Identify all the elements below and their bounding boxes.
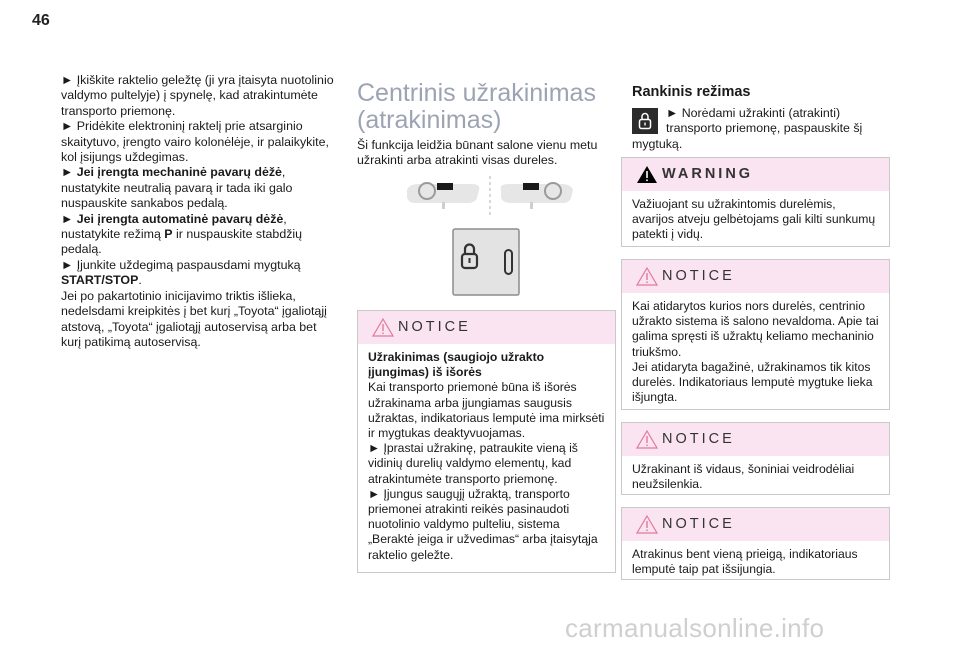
paragraph: Užrakinant iš vidaus, šoniniai veidrodėliai neužsilenkia.: [632, 462, 855, 492]
bold-text: START/STOP: [61, 273, 139, 288]
manual-mode-text: [632, 106, 890, 152]
notice-header: [622, 260, 889, 293]
text: ir nuspauskite stabdžių pedalą.: [61, 227, 303, 257]
notice-header: [622, 423, 889, 456]
paragraph: Važiuojant su užrakintomis durelėmis, avarijos atveju gelbėtojams gali kilti sunkumų patekti į vidų.: [632, 197, 876, 242]
notice-box: [621, 507, 890, 580]
paragraph: ► Įprastai užrakinę, patraukite vieną iš vidinių durelių valdymo elementų, kad atrakintumėte transporto priemonę.: [368, 441, 578, 486]
notice-box: [357, 310, 616, 573]
text: ► Įjunkite uždegimą paspausdami mygtuką: [61, 257, 301, 272]
text: , nustatykite neutralią pavarą ir tada iki galo nuspauskite sankabos pedalą.: [61, 165, 293, 211]
notice-title: NOTICE: [662, 431, 735, 447]
page-number: 46: [32, 12, 50, 29]
dashboard-left-icon: [407, 183, 479, 209]
notice-triangle-icon: [636, 267, 658, 286]
lock-button-icon: [632, 108, 658, 134]
notice-heading: Užrakinimas (saugiojo užrakto įjungimas) iš išorės: [368, 350, 545, 380]
paragraph: ► Įjungus saugųjį užraktą, transporto priemonei atrakinti reikės pasinaudoti nuotolinio valdymo pulteliu, sistema „Beraktė įeiga ir užvedimas“ arba įtaisytąja raktelio geležte.: [368, 486, 598, 562]
paragraph: Jei atidaryta bagažinė, užrakinamos tik kitos durelės. Indikatoriaus lemputė mygtuke lieka išjungta.: [632, 359, 873, 405]
section-intro: Ši funkcija leidžia būnant salone vienu metu užrakinti arba atrakinti visas dureles.: [357, 138, 598, 168]
paragraph: [61, 165, 336, 211]
text: , nustatykite režimą: [61, 211, 287, 242]
notice-header: [622, 508, 889, 541]
notice-triangle-icon: [636, 515, 658, 534]
section-title: Centrinis užrakinimas (atrakinimas): [357, 79, 596, 134]
notice-box: [621, 422, 890, 495]
notice-triangle-icon: [636, 430, 658, 449]
warning-title: WARNING: [662, 166, 754, 182]
watermark: carmanualsonline.info: [565, 613, 825, 643]
restart-instructions: [61, 73, 336, 350]
bold-text: P: [164, 227, 173, 242]
notice-title: NOTICE: [398, 319, 471, 335]
dashboard-illustration: [405, 176, 575, 216]
notice-box: [621, 259, 890, 410]
paragraph: [61, 212, 336, 258]
manual-mode-title: Rankinis režimas: [632, 84, 751, 100]
paragraph: Kai transporto priemonė būna iš išorės užrakinama arba įjungiamas saugusis užraktas, indikatoriaus lemputė ima mirksėti ir mygtukas deaktyvuojamas.: [368, 380, 605, 441]
paragraph: Jei po pakartotinio inicijavimo triktis išlieka, nedelsdami kreipkitės į bet kurį „Toyota“ įgaliotąjį atstovą, „Toyota“ įgaliotąjį autoservisą arba bet kurį patikimą autoservisą.: [61, 288, 327, 349]
paragraph: Kai atidarytos kurios nors durelės, centrinio užrakto sistema iš salono nevaldoma. Apie tai galima spręsti iš užraktų keliamo mechaninio triukšmo.: [632, 299, 879, 359]
warning-triangle-icon: [636, 165, 658, 184]
notice-triangle-icon: [372, 318, 394, 337]
notice-title: NOTICE: [662, 268, 735, 284]
text: .: [138, 273, 142, 288]
paragraph: ► Įkiškite raktelio geležtę (ji yra įtaisyta nuotolinio valdymo pultelyje) į spynelę, kad atrakintumėte transporto priemonę.: [61, 73, 334, 118]
lock-button-icon: [452, 228, 520, 296]
paragraph: Atrakinus bent vieną prieigą, indikatoriaus lemputė taip pat išsijungia.: [632, 547, 858, 577]
paragraph: ► Norėdami užrakinti (atrakinti) transporto priemonę, paspauskite šį mygtuką.: [632, 106, 863, 151]
notice-title: NOTICE: [662, 516, 735, 532]
warning-box: [621, 157, 890, 247]
paragraph: ► Pridėkite elektroninį raktelį prie atsarginio skaitytuvo, įrengto vairo kolonėlėje, ir palaikykite, kol įsijungs uždegimas.: [61, 119, 329, 165]
bold-text: ► Jei įrengta mechaninė pavarų dėžė: [61, 165, 282, 180]
warning-header: [622, 158, 889, 191]
paragraph: [61, 258, 336, 289]
bold-text: ► Jei įrengta automatinė pavarų dėžė: [61, 211, 284, 226]
dashboard-right-icon: [501, 183, 573, 209]
notice-header: [358, 311, 615, 344]
